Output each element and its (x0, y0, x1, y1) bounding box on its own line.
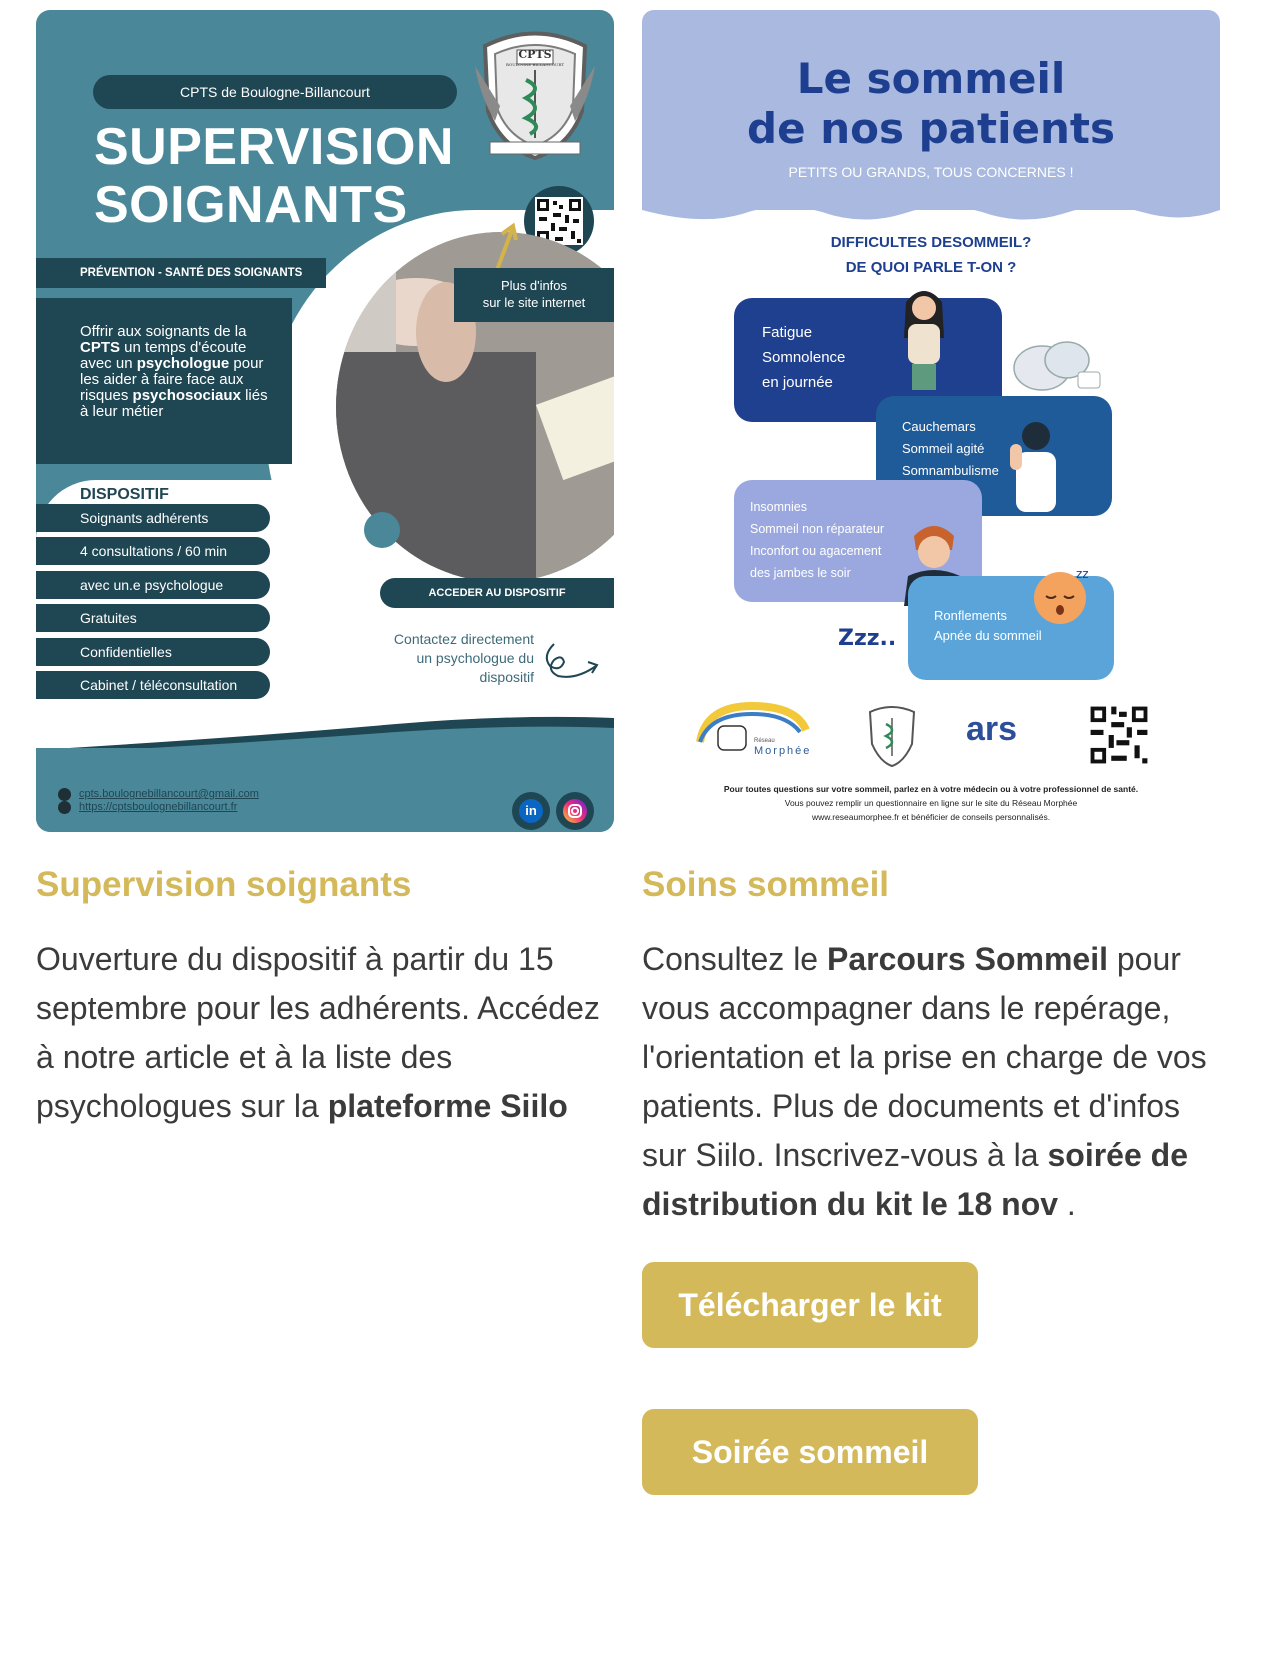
sommeil-text: Consultez le (642, 941, 827, 977)
dispositif-item: Soignants adhérents (36, 504, 270, 532)
symptom-label: Apnée du sommeil (934, 628, 1042, 643)
symptom-label: Sommeil agité (902, 441, 985, 456)
footer-line: Pour toutes questions sur votre sommeil, parlez en à votre médecin ou à votre professionnel de santé. (723, 784, 1139, 794)
offer-text-bold: psychosociaux (132, 387, 241, 404)
ars-logo: ars (966, 710, 1018, 748)
sommeil-heading: Soins sommeil (642, 865, 890, 904)
contact-line: dispositif (479, 669, 534, 685)
offer-text: Offrir aux soignants de la (80, 323, 247, 340)
sommeil-poster-image[interactable] (642, 10, 1220, 832)
dispositif-item: Gratuites (36, 604, 270, 632)
instagram-button[interactable] (556, 792, 594, 830)
sommeil-description (642, 935, 1220, 1229)
sommeil-title-line2: de nos patients (747, 104, 1115, 153)
contact-links (58, 788, 259, 814)
symptom-label: en journée (762, 374, 833, 391)
soiree-sommeil-button[interactable]: Soirée sommeil (642, 1409, 978, 1495)
mail-icon (58, 788, 71, 801)
symptom-label: Somnolence (762, 349, 846, 366)
sleeping-face-icon (1030, 562, 1096, 628)
offer-text: un temps d'écoute avec un (80, 339, 247, 372)
dispositif-item: Confidentielles (36, 638, 270, 666)
poster-title-line2: SOIGNANTS (94, 176, 408, 234)
contact-line: un psychologue du (416, 650, 534, 666)
sommeil-question (642, 230, 1220, 280)
sommeil-text: . (1058, 1186, 1076, 1222)
offer-text-bold: CPTS (80, 339, 121, 356)
cpts-small-logo (864, 704, 920, 768)
contact-line: Contactez directement (393, 631, 534, 647)
more-info-box[interactable] (454, 268, 614, 322)
footer-line: www.reseaumorphee.fr et bénéficier de conseils personnalisés. (811, 812, 1051, 822)
supervision-heading: Supervision soignants (36, 865, 412, 904)
access-dispositif-button[interactable]: ACCEDER AU DISPOSITIF (380, 578, 614, 608)
curly-arrow-icon (540, 636, 602, 686)
svg-text:zz: zz (1076, 567, 1089, 581)
symptom-label: Fatigue (762, 324, 813, 341)
poster-title-line1: SUPERVISION (94, 118, 454, 176)
soiree-distribution-link[interactable]: soirée de distribution du kit le 18 nov (642, 1137, 1188, 1222)
symptom-label: Sommeil non réparateur (750, 522, 885, 536)
sommeil-subtitle: PETITS OU GRANDS, TOUS CONCERNES ! (788, 164, 1074, 180)
website-link[interactable]: https://cptsboulognebillancourt.fr (79, 801, 238, 813)
worried-man-illustration (1004, 414, 1068, 514)
symptom-label: Inconfort ou agacement (750, 544, 882, 558)
sommeil-title-line1: Le sommeil (796, 54, 1066, 103)
linkedin-icon: in (519, 799, 543, 823)
header-wave (642, 190, 1220, 230)
download-kit-button[interactable]: Télécharger le kit (642, 1262, 978, 1348)
contact-text (326, 630, 534, 687)
symptom-label: Cauchemars (902, 419, 976, 434)
decorative-dot (364, 512, 400, 548)
offer-text-box (36, 298, 292, 464)
morphee-reseau: Réseau (754, 738, 775, 744)
poster-title (94, 118, 454, 234)
dispositif-heading: DISPOSITIF (80, 486, 169, 503)
morphee-name: Morphée (754, 745, 812, 757)
crest-subtext: BOULOGNE BILLANCOURT (505, 62, 565, 67)
email-link[interactable]: cpts.boulognebillancourt@gmail.com (79, 788, 259, 800)
sommeil-title (642, 54, 1220, 154)
symptom-label: Insomnies (750, 500, 807, 514)
dispositif-item: avec un.e psychologue (36, 571, 270, 599)
siilo-platform-link[interactable]: plateforme Siilo (327, 1088, 568, 1124)
poster-organization-pill: CPTS de Boulogne-Billancourt (93, 75, 457, 109)
cpts-crest-logo (470, 26, 600, 166)
symptom-label: Somnambulisme (902, 463, 999, 478)
more-info-line2: sur le site internet (482, 295, 586, 310)
supervision-description (36, 935, 614, 1131)
symptom-label: Ronflements (934, 608, 1007, 623)
supervision-poster-image[interactable] (36, 10, 614, 832)
footer-line: Vous pouvez remplir un questionnaire en ligne sur le site du Réseau Morphée (784, 798, 1078, 808)
instagram-icon (563, 799, 587, 823)
dispositif-item: 4 consultations / 60 min (36, 537, 270, 565)
symptom-label: des jambes le soir (750, 566, 851, 580)
parcours-sommeil-link[interactable]: Parcours Sommeil (826, 941, 1108, 977)
prevention-banner: PRÉVENTION - SANTÉ DES SOIGNANTS (36, 258, 326, 288)
qr-code-icon (1088, 704, 1150, 766)
crest-text: CPTS (518, 48, 552, 61)
offer-text: pour les aider à faire face aux risques (80, 355, 264, 404)
zzz-text: Zzz.. (838, 626, 897, 651)
offer-text: liés à leur métier (80, 387, 268, 420)
dispositif-item: Cabinet / téléconsultation (36, 671, 270, 699)
more-info-line1: Plus d'infos (500, 278, 568, 293)
offer-text-bold: psychologue (136, 355, 230, 372)
linkedin-button[interactable] (512, 792, 550, 830)
globe-icon (58, 801, 71, 814)
question-line: DE QUOI PARLE T-ON ? (845, 259, 1017, 276)
sommeil-text: pour vous accompagner dans le repérage, l'orientation et la prise en charge de vos patients. Plus de documents et d'infos sur Siilo. Inscrivez-vous à la (642, 941, 1207, 1173)
nightmare-cloud-illustration (1012, 334, 1102, 406)
question-line: DIFFICULTES DESOMMEIL? (830, 234, 1032, 251)
tired-woman-illustration (894, 282, 954, 392)
supervision-text: Ouverture du dispositif à partir du 15 septembre pour les adhérents. Accédez à notre article et à la liste des psychologues sur la (36, 941, 600, 1124)
sommeil-footer-text (642, 782, 1220, 824)
